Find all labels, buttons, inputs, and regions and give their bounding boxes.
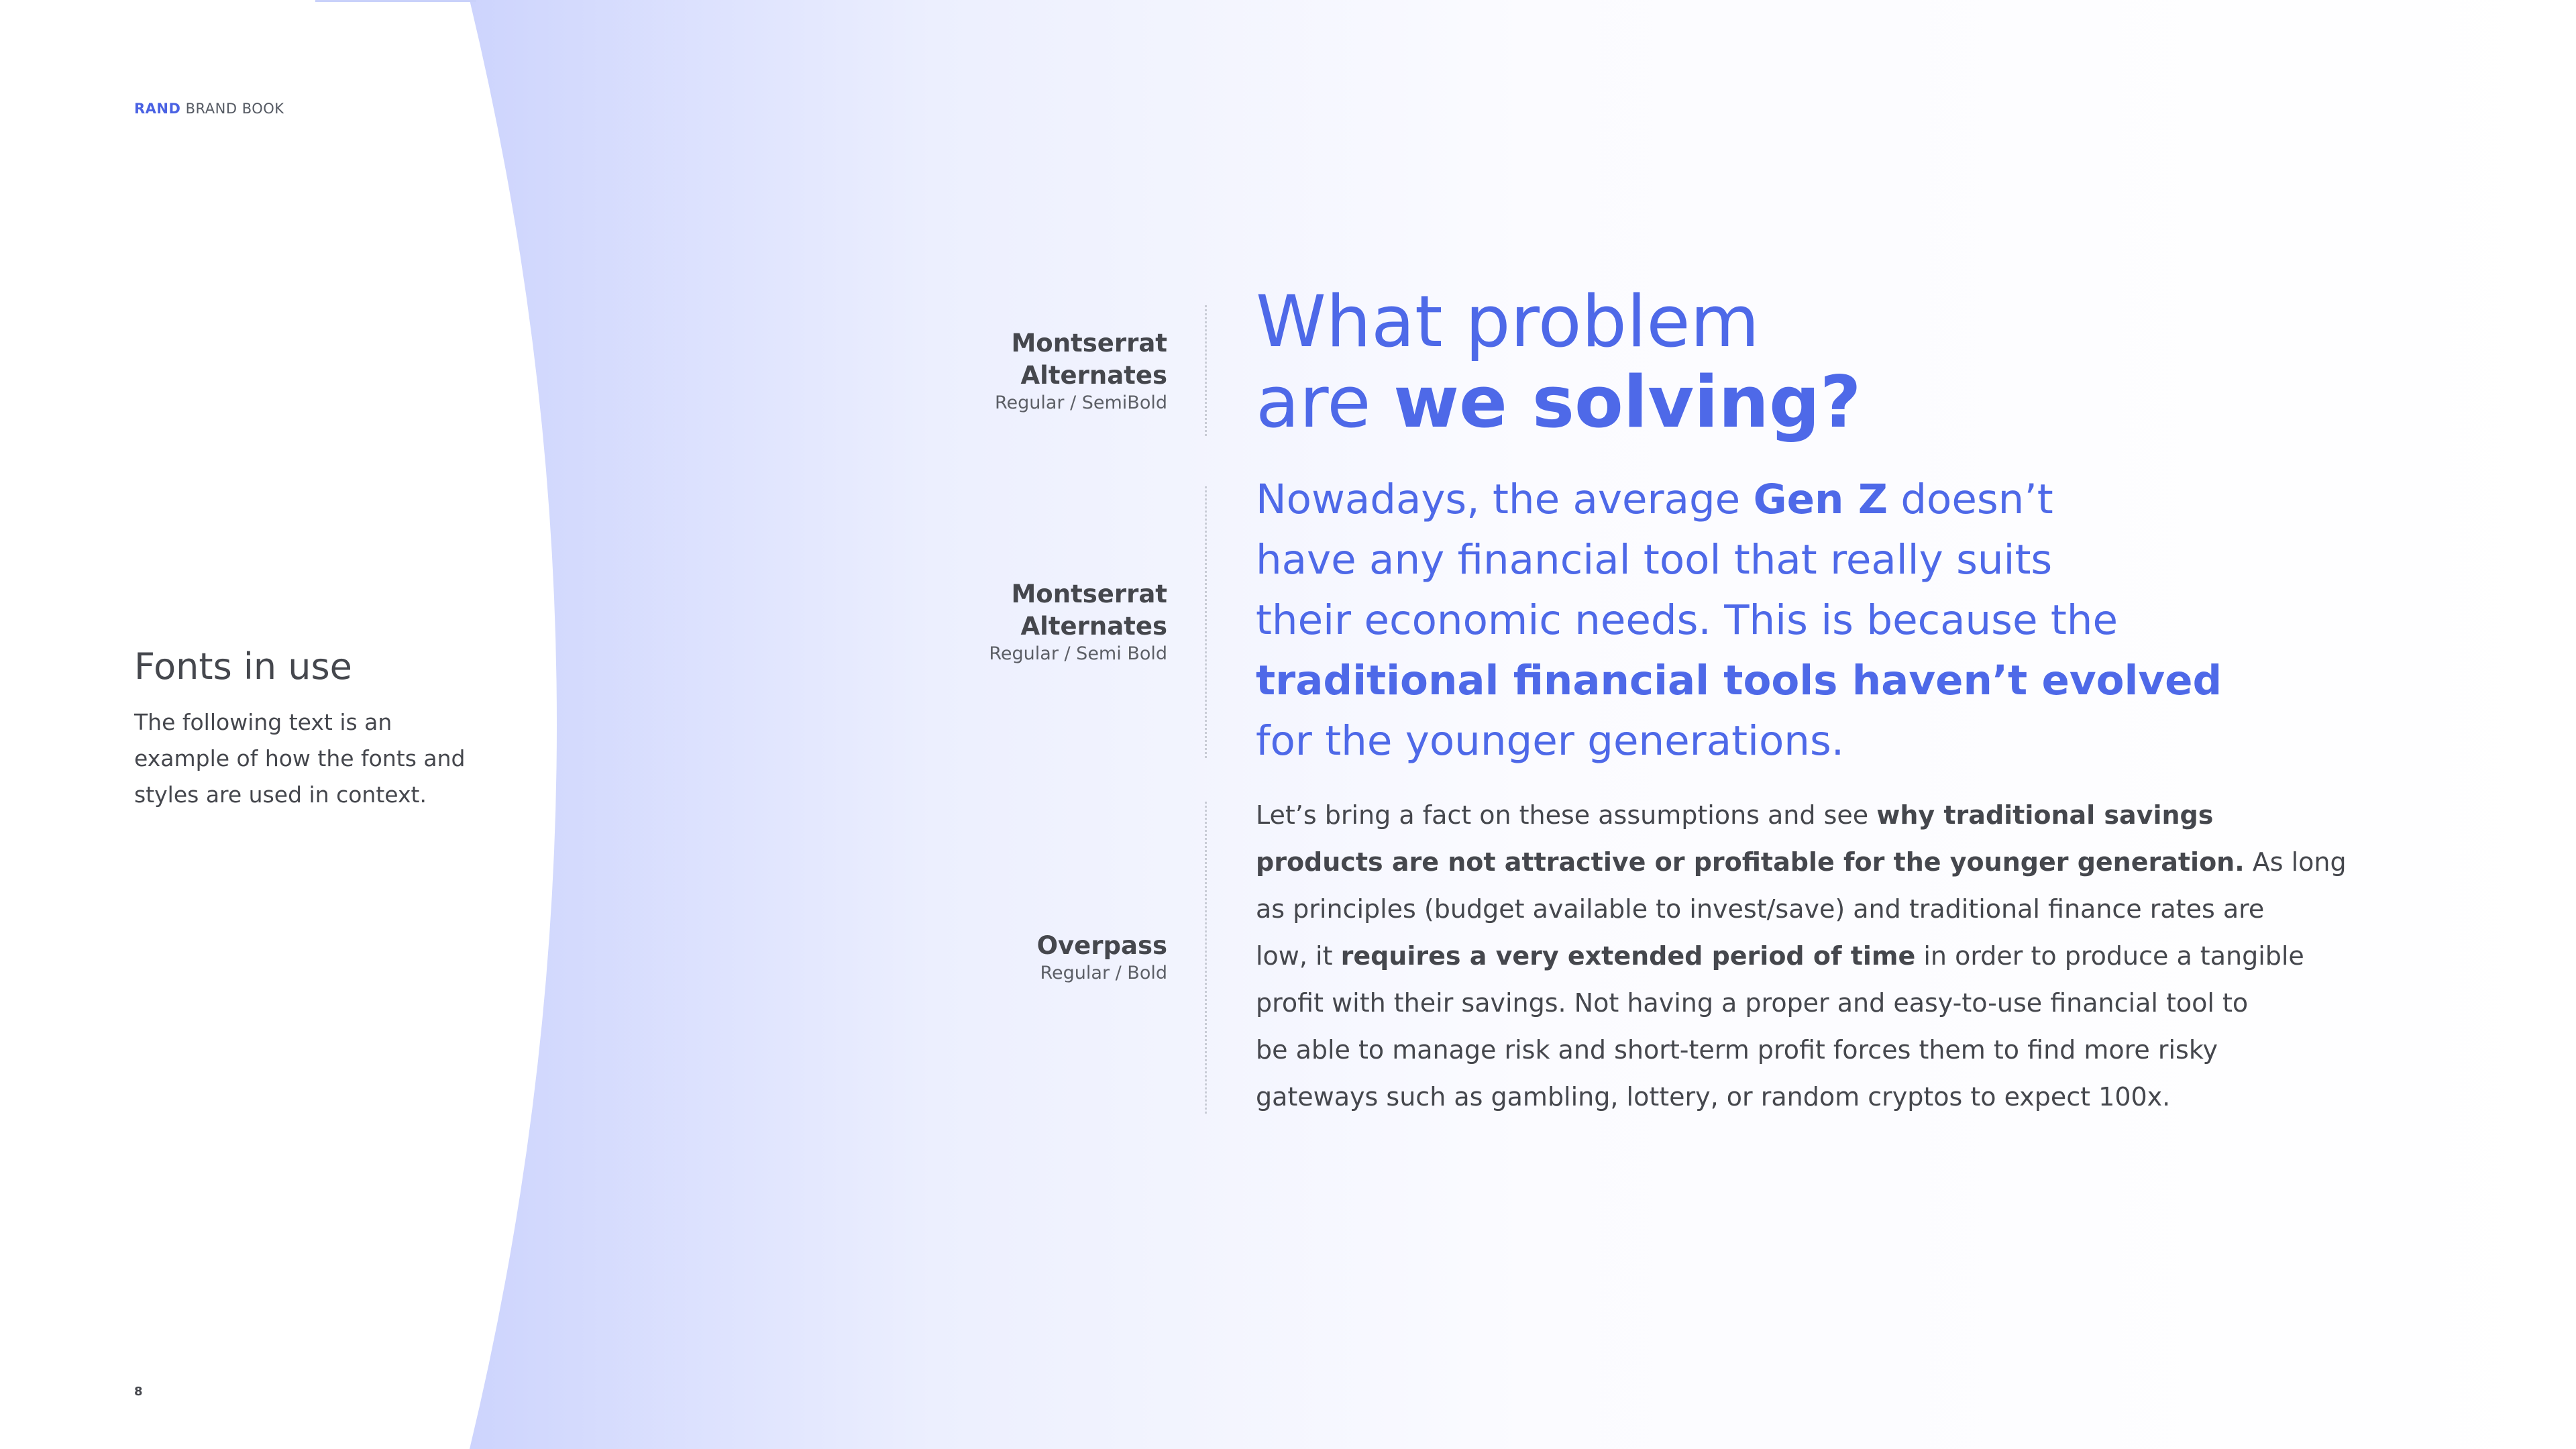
body-bold-text: why traditional savings	[1876, 800, 2214, 830]
brand-label: BRAND BOOK	[185, 101, 284, 117]
font-label-lead	[989, 578, 1167, 665]
body-text: in order to produce a tangible	[1915, 941, 2304, 971]
body-text: Let’s bring a fact on these assumptions and see	[1256, 800, 1877, 830]
lead-bold-text: Gen Z	[1753, 476, 1888, 523]
font-weights: Regular / Semi Bold	[989, 643, 1167, 664]
body-line6: be able to manage risk and short-term profit forces them to find more risky	[1256, 1035, 2218, 1065]
font-name-line2: Alternates	[1020, 361, 1167, 390]
section-description: The following text is an example of how the fonts and styles are used in context.	[134, 709, 466, 808]
lead-text: Nowadays, the average	[1256, 476, 1754, 523]
brand-header	[134, 101, 284, 117]
lead-line1	[1256, 470, 2229, 530]
divider-lead	[1205, 486, 1207, 758]
font-name-line1: Overpass	[1036, 931, 1167, 960]
body-text: As long	[2244, 847, 2347, 877]
divider-body	[1205, 802, 1207, 1114]
background-top-rule	[315, 0, 476, 2]
font-weights: Regular / SemiBold	[994, 392, 1167, 413]
lead-line4: traditional financial tools haven’t evolved	[1256, 657, 2222, 704]
lead-line3: their economic needs. This is because the	[1256, 596, 2118, 644]
sample-heading	[1256, 282, 1861, 443]
heading-line2-regular: are	[1256, 361, 1394, 443]
body-line1	[1256, 792, 2214, 839]
body-bold-text: products are not attractive or profitable for the younger generation.	[1256, 847, 2245, 877]
sample-lead-paragraph	[1256, 470, 2229, 771]
body-bold-text: requires a very extended period of time	[1340, 941, 1916, 971]
body-line7: gateways such as gambling, lottery, or random cryptos to expect 100x.	[1256, 1082, 2171, 1112]
font-name-line2: Alternates	[1020, 612, 1167, 641]
sample-body-paragraph	[1256, 792, 2347, 1120]
lead-text: doesn’t	[1887, 476, 2053, 523]
body-text: low, it	[1256, 941, 1341, 971]
body-line4	[1256, 932, 2304, 979]
heading-line1: What problem	[1256, 280, 1760, 363]
font-label-body	[1037, 930, 1167, 985]
font-label-heading	[995, 327, 1167, 415]
font-name-line1: Montserrat	[1011, 329, 1167, 358]
brand-name: RAND	[134, 101, 181, 117]
body-line3: as principles (budget available to invest/save) and traditional finance rates are	[1256, 894, 2265, 924]
heading-line2	[1256, 362, 1861, 443]
lead-line2: have any financial tool that really suits	[1256, 536, 2053, 584]
page-number: 8	[134, 1385, 143, 1399]
font-weights: Regular / Bold	[1040, 963, 1167, 983]
body-line5: profit with their savings. Not having a proper and easy-to-use financial tool to	[1256, 988, 2249, 1018]
font-name-line1: Montserrat	[1011, 580, 1167, 608]
section-title: Fonts in use	[134, 645, 352, 688]
heading-line2-bold: we solving?	[1393, 361, 1862, 443]
divider-heading	[1205, 305, 1207, 436]
lead-line5: for the younger generations.	[1256, 717, 1845, 765]
body-line2	[1256, 839, 2347, 885]
